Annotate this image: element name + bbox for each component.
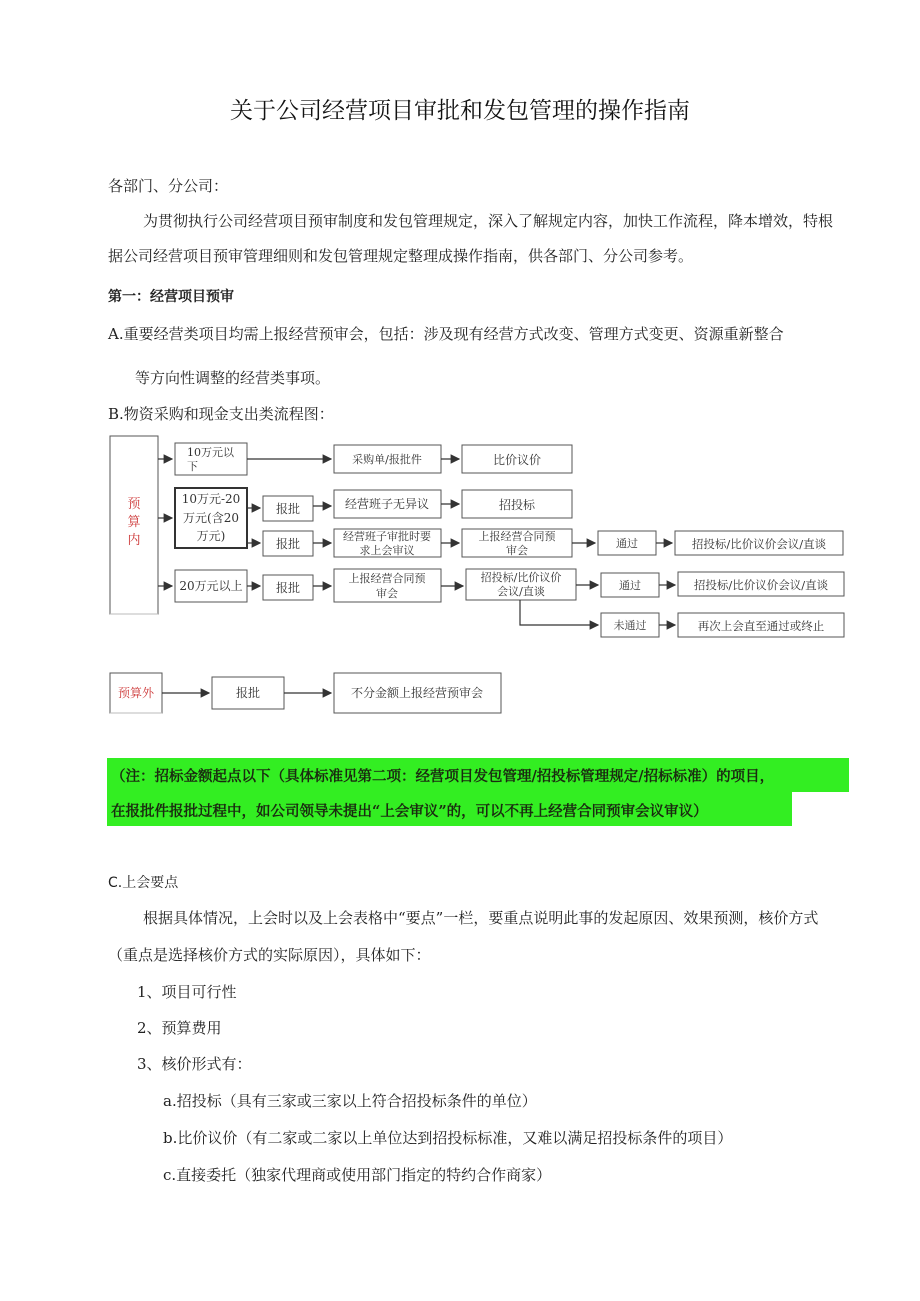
- list-item-3: 3、核价形式有：: [137, 1055, 252, 1073]
- note-line-1: （注：招标金额起点以下（具体标准见第二项：经营项目发包管理/招投标管理规定/招标标准）的项目，: [111, 768, 775, 785]
- note-line-2: 在报批件报批过程中，如公司领导未提出“上会审议”的，可以不再上经营合同预审会议审议）: [111, 803, 708, 820]
- pass-label-1: 通过: [616, 537, 638, 550]
- tier2-label-3: 万元): [196, 529, 226, 543]
- report-pre-label-2: 审会: [506, 544, 528, 557]
- item-b: B.物资采购和现金支出类流程图：: [108, 405, 334, 423]
- report-pre2-label-1: 上报经营合同预: [348, 572, 426, 585]
- sub-item-c: c.直接委托（独家代理商或使用部门指定的特约合作商家）: [163, 1166, 552, 1184]
- report-pre2-label-2: 审会: [376, 587, 398, 600]
- result-label-2: 招投标/比价议价会议/直谈: [693, 578, 829, 592]
- report-pre-label-1: 上报经营合同预: [478, 530, 556, 543]
- tier1-label-2: 下: [187, 460, 198, 473]
- retry-label: 再次上会直至通过或终止: [697, 619, 825, 633]
- item-a-line-1: A.重要经营类项目均需上报经营预审会，包括：涉及现有经营方式改变、管理方式变更、资源重新整合: [108, 325, 784, 343]
- tier3-label: 20万元以上: [179, 579, 243, 593]
- item-a-line-2: 等方向性调整的经营类事项。: [135, 369, 331, 387]
- list-item-1: 1、项目可行性: [137, 983, 237, 1001]
- list-item-2: 2、预算费用: [137, 1019, 222, 1037]
- procure-label: 采购单/报批件: [352, 453, 422, 466]
- baopi-label-3: 报批: [275, 581, 301, 595]
- document-title: 关于公司经营项目审批和发包管理的操作指南: [230, 98, 690, 124]
- out-baopi-label: 报批: [235, 686, 261, 700]
- method-label-1: 招投标/比价议价: [480, 571, 562, 584]
- tier2-label-1: 10万元-20: [181, 492, 241, 506]
- budget-in-label-1: 预: [127, 497, 141, 512]
- bijia-label: 比价议价: [492, 453, 542, 467]
- budget-out-label: 预算外: [117, 686, 155, 700]
- item-c-heading: C.上会要点: [108, 875, 179, 891]
- jy-req-label-2: 求上会审议: [359, 544, 415, 557]
- budget-in-label-2: 算: [127, 515, 141, 530]
- item-c-line-2: （重点是选择核价方式的实际原因），具体如下：: [108, 946, 431, 964]
- intro-line-2: 据公司经营项目预审管理细则和发包管理规定整理成操作指南，供各部门、分公司参考。: [108, 247, 694, 265]
- section1-heading: 第一：经营项目预审: [108, 289, 234, 305]
- salutation: 各部门、分公司：: [108, 177, 229, 195]
- intro-line-1: 为贯彻执行公司经营项目预审制度和发包管理规定，深入了解规定内容，加快工作流程，降本增效，特根: [143, 212, 834, 230]
- method-label-2: 会议/直谈: [497, 585, 545, 598]
- budget-in-label-3: 内: [127, 533, 141, 548]
- item-c-line-1: 根据具体情况，上会时以及上会表格中“要点”一栏，要重点说明此事的发起原因、效果预测，核价方式: [143, 909, 819, 927]
- tier1-label-1: 10万元以: [187, 446, 234, 459]
- tier2-label-2: 万元(含20: [183, 511, 239, 525]
- baopi-label-1: 报批: [275, 502, 301, 516]
- result-label-1: 招投标/比价议价会议/直谈: [691, 537, 827, 551]
- notpass-label: 未通过: [613, 619, 647, 632]
- sub-item-b: b.比价议价（有二家或二家以上单位达到招投标标准，又难以满足招投标条件的项目）: [163, 1129, 733, 1147]
- jy-req-label-1: 经营班子审批时要: [343, 530, 431, 543]
- zhaotoubiao-label: 招投标: [498, 498, 536, 512]
- sub-item-a: a.招投标（具有三家或三家以上符合招投标条件的单位）: [163, 1092, 537, 1110]
- pass-label-2: 通过: [619, 579, 641, 592]
- jy-noobj-label: 经营班子无异议: [344, 497, 430, 511]
- out-result-label: 不分金额上报经营预审会: [350, 686, 484, 700]
- baopi-label-2: 报批: [275, 537, 301, 551]
